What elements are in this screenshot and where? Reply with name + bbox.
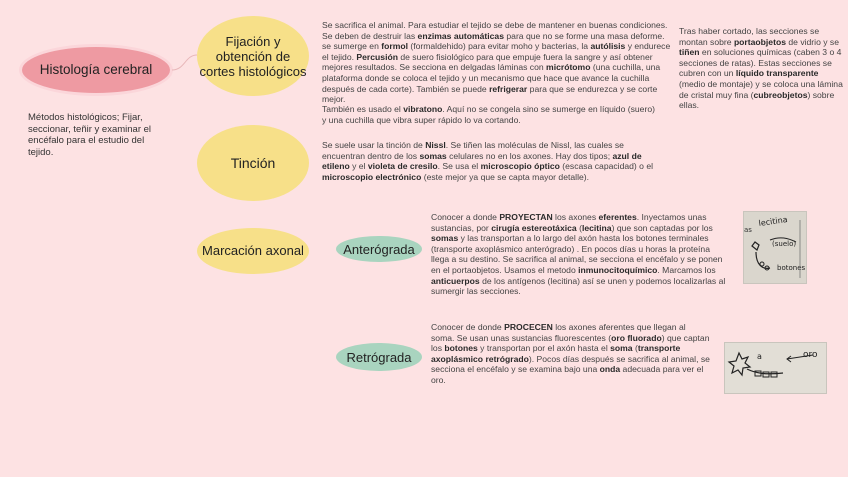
bold-term: tiñen [679, 47, 700, 58]
photo-word-oro: oro [803, 350, 818, 360]
intro-text: Métodos histológicos; Fijar, seccionar, teñir y examinar el encéfalo para el estudio del tejido. [28, 112, 152, 158]
bold-term: vibratono [403, 104, 443, 114]
bold-term: portaobjetos [733, 36, 786, 47]
bold-term: lecitina [581, 222, 612, 233]
photo-word-suelo: (suelo) [772, 240, 797, 248]
fijacion-text-3: Tras haber cortado, las secciones se montan sobre portaobjetos de vidrio y se tiñen en soluciones químicas (caben 3 o 4 secciones de ratas). Estas secciones se cubren con un líquido transparente (medio de montaje) y se coloca una lámina de cristal muy fina (cubreobjetos) sobre ellas. [679, 26, 843, 111]
retrograda-text: Conocer de donde PROCECEN los axones aferentes que llegan al soma. Se usan unas sustancias fluorescentes (oro fluorado) que captan los botones y transportan por el axón hasta el soma (transporte axoplásmico retrógrado). Pocos días después se sacrifica al animal, se secciona el encéfalo y se examina bajo una onda adecuada para ver el oro. [431, 322, 710, 385]
anterograda-text: Conocer a donde PROYECTAN los axones eferentes. Inyectamos unas sustancias, por cirugía estereotáxica (lecitina) que son captadas por los somas y las transportan a lo largo del axón hasta los botones terminales (transporte axoplásmico anterógrado) . En pocos días u horas la proteína llega a su destino. Se sacrifica al animal, se secciona el encéfalo y se ponen en el portaobjetos. Usamos el metodo inmunocitoquímico. Marcamos los anticuerpos de los antígenos (lecitina) así se unen y podemos localizarlas al sumergir las secciones. [431, 212, 726, 297]
bold-term: formol [381, 41, 408, 52]
bold-term: cirugía estereotáxica [491, 222, 577, 233]
bold-term: enzimas automáticas [417, 30, 504, 41]
anterograda-sketch-drawing [744, 212, 806, 283]
retrograda-sketch-drawing [725, 343, 826, 393]
bold-term: Percusión [356, 51, 398, 62]
bold-term: onda [599, 364, 621, 375]
retrograda-sketch-image [724, 342, 827, 394]
bold-term: Nissl [425, 140, 446, 150]
marcacion-node [197, 228, 309, 274]
sketch-star-soma [729, 353, 750, 375]
sketch-axon-dot-1 [760, 262, 764, 266]
fijacion-label: Fijación y obtención de cortes histológicos [199, 33, 307, 79]
tincion-text: Se suele usar la tinción de Nissl. Se tiñen las moléculas de Nissl, las cuales se encuentran dentro de los somas celulares no en los axones. Hay dos tipos; azul de etileno y el violeta de cresilo. Se usa el microscopio óptico (escasa capacidad) o el microscopio electrónico (este mejor ya que se capta mayor detalle). [322, 140, 654, 182]
bold-term: eferentes [598, 212, 637, 222]
sketch-axon-segment-3 [771, 372, 777, 377]
bold-term: soma [610, 343, 633, 354]
bold-term: violeta de cresilo [367, 161, 438, 172]
bold-term: microscopio electrónico [322, 171, 422, 182]
retrograda-label: Retrógrada [346, 349, 412, 365]
bold-term: anticuerpos [431, 275, 480, 286]
marcacion-label: Marcación axonal [202, 243, 304, 258]
photo-word-a: a [757, 352, 762, 361]
bold-term: líquido transparente [735, 68, 819, 79]
fijacion-text-2: También es usado el vibratono. Aquí no se congela sino se sumerge en líquido (suero) y una cuchilla que vibra super rápido lo va cortando. [322, 104, 655, 125]
photo-word-as: as [744, 226, 752, 234]
anterograda-node [336, 236, 422, 262]
bold-term: autólisis [590, 41, 626, 52]
bold-term: cubreobjetos [753, 89, 808, 100]
tincion-label: Tinción [230, 155, 276, 171]
fijacion-node [197, 16, 309, 96]
bold-term: refrigerar [489, 83, 528, 94]
bold-term: micrótomo [546, 62, 591, 73]
connector-main-to-branches [172, 55, 197, 70]
bold-term: transporte axoplásmico retrógrado [431, 343, 681, 364]
sketch-retro-axon [747, 369, 783, 374]
anterograda-sketch-image [743, 211, 807, 284]
bold-term: microscopio óptico [480, 161, 560, 172]
sketch-neuron-soma [752, 242, 759, 250]
bold-term: oro fluorado [611, 332, 662, 343]
bold-term: somas [419, 150, 447, 161]
main-topic-label: Histología cerebral [39, 62, 153, 77]
retrograda-node [336, 343, 422, 371]
main-topic-node [22, 47, 170, 93]
photo-word-botones: botones [777, 264, 806, 272]
bold-term: PROCECEN [504, 322, 553, 332]
anterograda-label: Anterógrada [343, 241, 415, 257]
bold-term: inmunocitoquímico [578, 264, 658, 275]
fijacion-text-1: Se sacrifica el animal. Para estudiar el tejido se debe de mantener en buenas condiciones. Se deben de destruir las enzimas automáticas para que no se forme una masa deforme. se sumerge en formol (formaldehido) para evitar moho y bacterias, la autólisis y endurece el tejido. Percusión de suero fisiológico para que empuje fuera la sangre y así obtener mejores resultados. Se secciona en delgadas láminas con micrótomo (una cuchilla, una plataforma donde se coloca el tejido y un mecanismo que hace que avance la cuchilla después de cada corte). También se puede refrigerar para que se endurezca y se corte mejor. [322, 20, 671, 105]
photo-word-lecitina: lecitina [758, 215, 789, 228]
bold-term: PROYECTAN [499, 212, 553, 222]
bold-term: azul de etileno [322, 150, 642, 172]
bold-term: somas [431, 233, 459, 244]
bold-term: botones [444, 343, 478, 354]
tincion-node [197, 125, 309, 201]
sketch-axon-segment-2 [763, 372, 769, 377]
